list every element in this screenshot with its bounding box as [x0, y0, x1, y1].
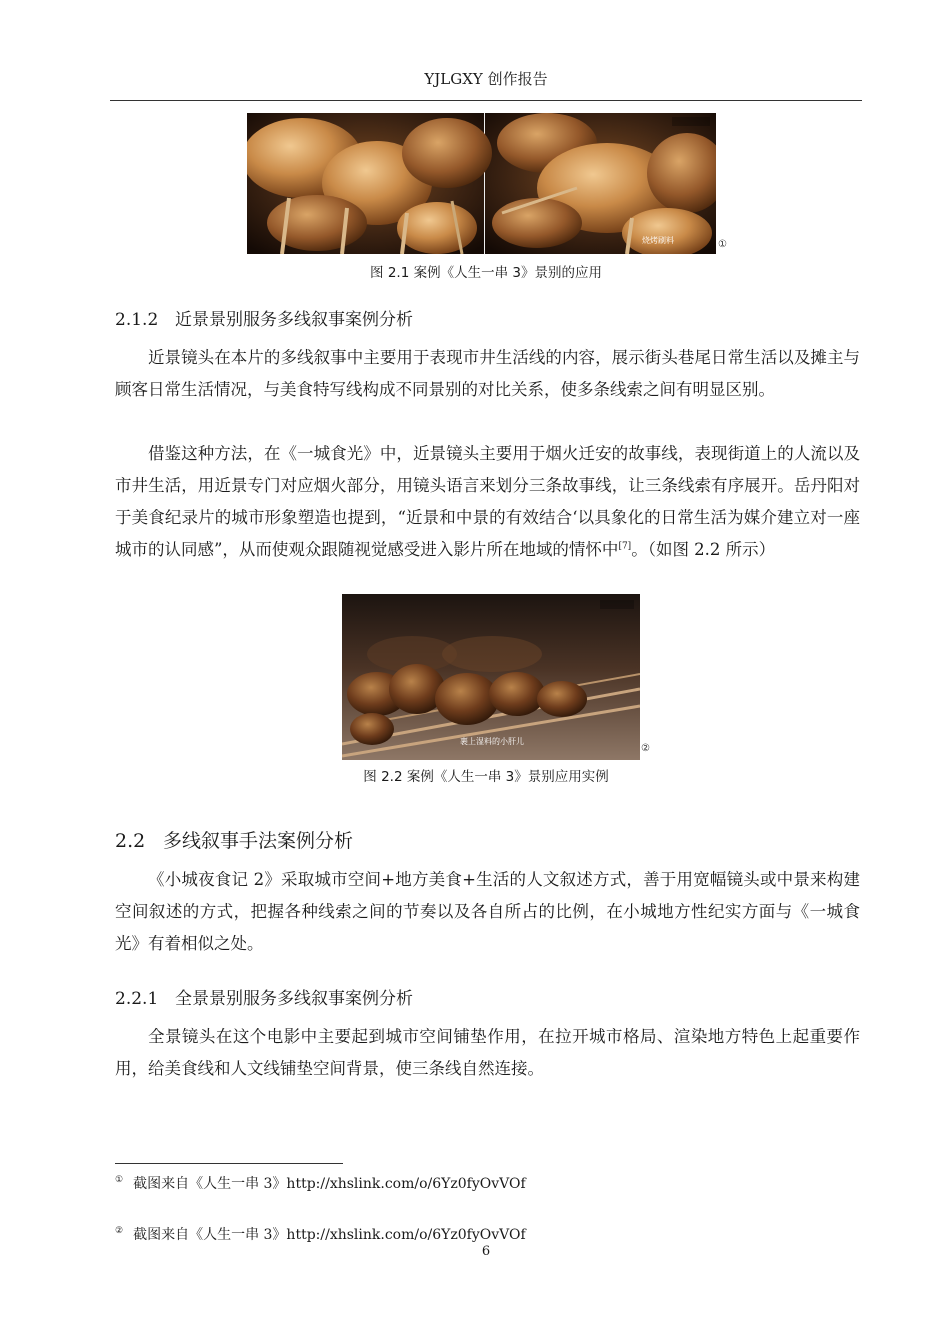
paragraph: 全景镜头在这个电影中主要起到城市空间铺垫作用，在拉开城市格局、渲染地方特色上起重要作用，给美食线和人文线铺垫空间背景，使三条线自然连接。 [115, 1027, 860, 1078]
footnote-text: 截图来自《人生一串 3》http://xhslink.com/o/6Yz0fyOvVOf [133, 1227, 526, 1243]
paragraph-text: 。（如图 2.2 所示） [631, 540, 776, 559]
section-2-2-1-heading [115, 984, 413, 1009]
footnote-mark: ① [115, 1175, 124, 1186]
figure-2-subtitle: 裹上湿料的小肝儿 [460, 737, 524, 746]
page-number: 6 [481, 1244, 491, 1259]
figure-1-subtitle: 烧烤刷料 [642, 236, 674, 245]
footnote-1 [115, 1173, 526, 1193]
citation-ref: [7] [618, 541, 632, 552]
section-number: 2.2.1 [115, 989, 159, 1009]
figure-2-note-mark: ② [641, 743, 650, 754]
section-number: 2.1.2 [115, 310, 159, 330]
section-title: 近景景别服务多线叙事案例分析 [175, 310, 413, 330]
paragraph: 近景镜头在本片的多线叙事中主要用于表现市井生活线的内容，展示街头巷尾日常生活以及摊主与顾客日常生活情况，与美食特写线构成不同景别的对比关系，使多条线索之间有明显区别。 [115, 348, 860, 399]
section-title: 全景景别服务多线叙事案例分析 [175, 989, 413, 1009]
footnote-rule [115, 1163, 343, 1164]
figure-2-2-image [342, 594, 640, 760]
figure-1-note-mark: ① [718, 239, 727, 250]
section-title: 多线叙事手法案例分析 [163, 830, 354, 852]
paragraph [115, 438, 860, 566]
food-skewer-photo [342, 594, 640, 760]
figure-2-2-caption: 图 2.2 案例《人生一串 3》景别应用实例 [363, 769, 609, 785]
header-rule [110, 100, 862, 101]
footnote-text: 截图来自《人生一串 3》http://xhslink.com/o/6Yz0fyOvVOf [133, 1176, 526, 1192]
footnote-mark: ② [115, 1226, 124, 1237]
figure-2-1-image [247, 113, 716, 254]
section-2-1-2-heading [115, 305, 413, 330]
figure-2-1-caption: 图 2.1 案例《人生一串 3》景别的应用 [370, 265, 602, 281]
paragraph: 《小城夜食记 2》采取城市空间+地方美食+生活的人文叙述方式，善于用宽幅镜头或中景来构建空间叙述的方式，把握各种线索之间的节奏以及各自所占的比例，在小城地方性纪实方面与《一城食光》有着相似之处。 [115, 870, 860, 953]
section-number: 2.2 [115, 830, 146, 852]
section-2-2-heading [115, 826, 353, 853]
food-skewer-photo [247, 113, 716, 254]
running-header: YJLGXY 创作报告 [424, 70, 548, 88]
paragraph-text: 借鉴这种方法，在《一城食光》中，近景镜头主要用于烟火迁安的故事线，表现街道上的人流以及市井生活，用近景专门对应烟火部分，用镜头语言来划分三条故事线，让三条线索有序展开。岳丹阳对于美食纪录片的城市形象塑造也提到，“近景和中景的有效结合‘以具象化的日常生活为媒介建立对一座城市的认同感”，从而使观众跟随视觉感受进入影片所在地域的情怀中 [115, 444, 860, 559]
footnote-2 [115, 1224, 526, 1244]
